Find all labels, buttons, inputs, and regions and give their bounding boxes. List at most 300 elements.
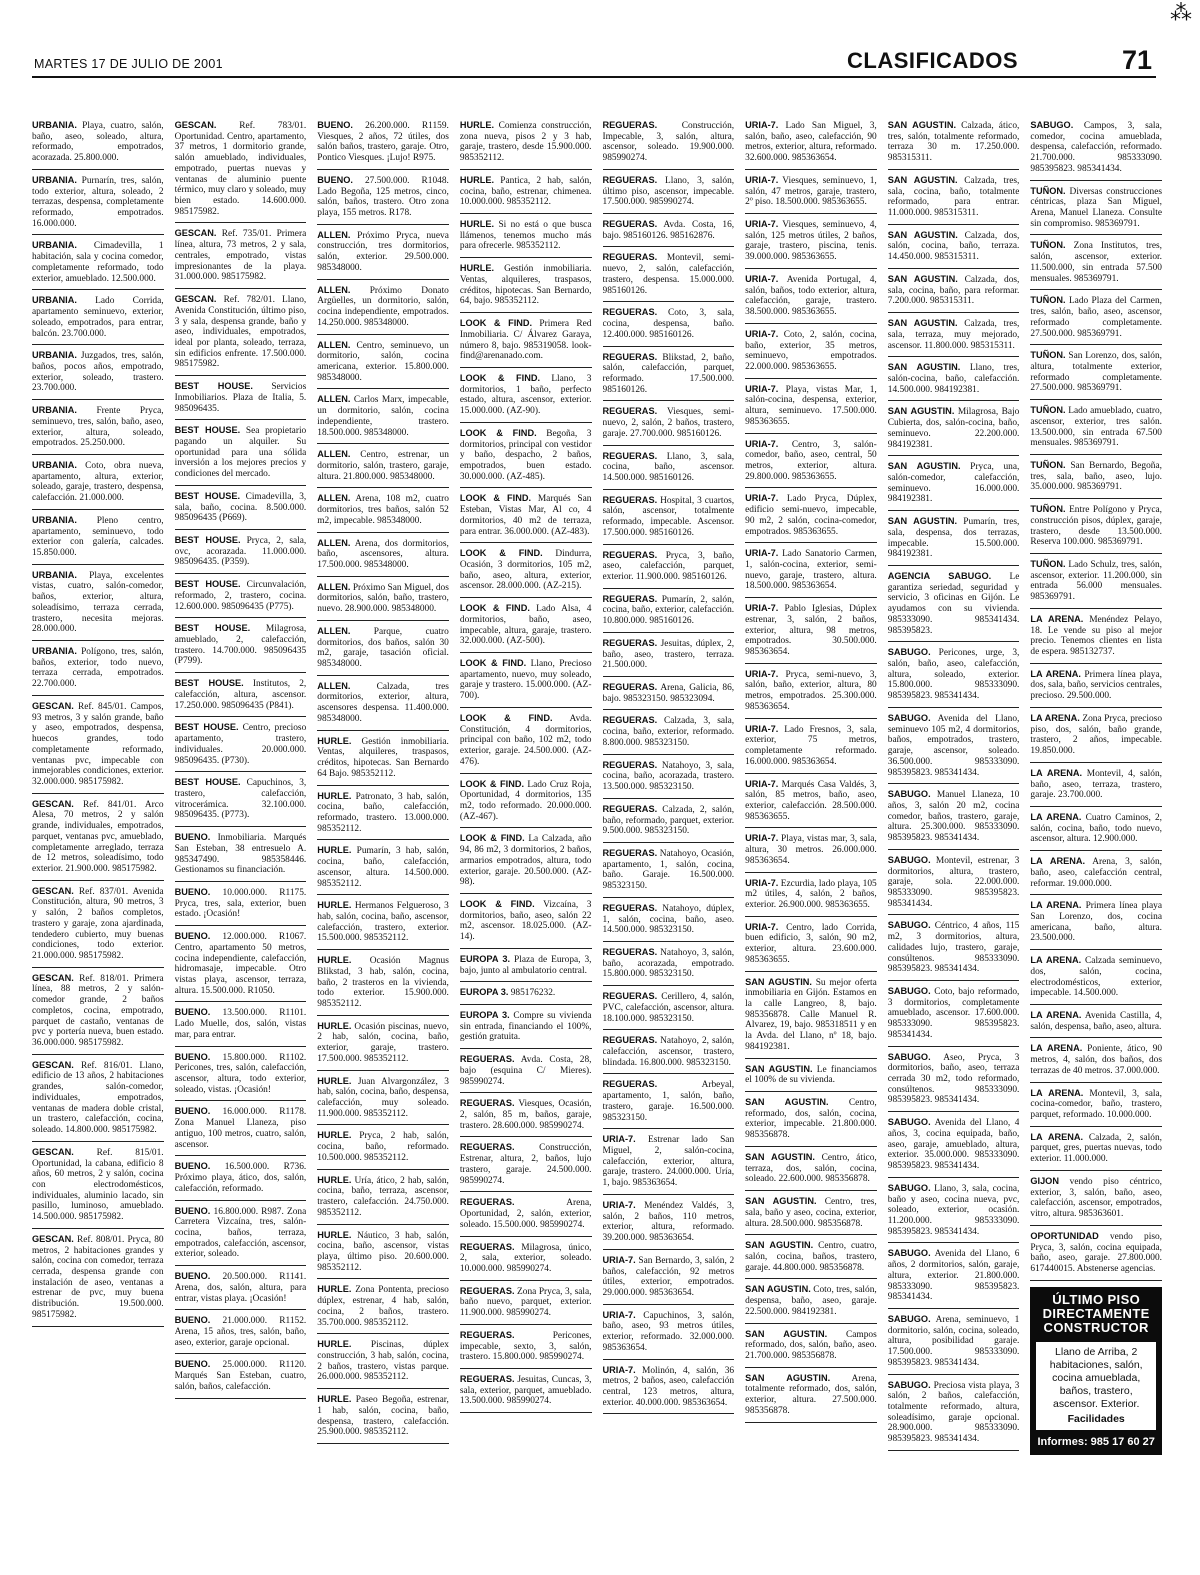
classified-ad	[317, 1392, 449, 1444]
classified-ad	[317, 283, 449, 335]
classified-ad	[603, 173, 735, 214]
ad-text: 16.500.000. R736. Próximo playa, ático, dos, salón, calefacción, reformado.	[174, 1162, 307, 1194]
classified-ad	[603, 901, 735, 942]
advertiser-name: EUROPA 3.	[459, 987, 509, 998]
ad-text: Capuchinos, 3, salón, baño, aseo, 93 metros útiles, exterior, reformado. 32.000.000. 985363654.	[602, 1310, 735, 1353]
advertiser-name: REGUERAS.	[602, 902, 658, 913]
ad-text: Llano, 3, salón, último piso, ascensor, impecable. 17.500.000. 985990274.	[602, 175, 735, 208]
classified-ad	[460, 316, 592, 368]
ad-text: Centro, tres, sala, baño y aseo, cocina, exterior, altura. 28.500.000. 985356878.	[745, 1197, 877, 1229]
classified-ad	[32, 458, 164, 510]
advertiser-name: LOOK & FIND.	[459, 548, 543, 559]
classified-ad	[1030, 612, 1162, 664]
advertiser-name: GESCAN.	[32, 1146, 74, 1157]
advertiser-name: URIA-7.	[602, 1199, 636, 1210]
classified-ad	[1030, 293, 1162, 345]
classified-ad	[175, 885, 307, 926]
ad-text: Preciosa vista playa, 3 salón, 2 baños, calefacción, totalmente reformado, altura, soleadísimo, garaje opcional. 28.900.000. 985333090. 985395823. 985341434.	[887, 1380, 1020, 1445]
classified-ad	[1030, 854, 1162, 895]
classified-ad	[1030, 898, 1162, 950]
classified-ad	[888, 173, 1020, 225]
ad-text: Ocasión Magnus Blikstad, 3 hab, salón, cocina, baño, 2 trasteros en la vivienda, todo exterior. 15.900.000. 985352112.	[317, 956, 449, 1009]
classified-ad	[175, 621, 307, 673]
ad-text: Pleno centro, apartamento, seminuevo, todo exterior con galería, calcades. 15.850.000.	[32, 515, 164, 558]
ad-text: Cimadevilla, 3, sala, baño, cocina. 8.500.000. 985096435 (P669).	[174, 491, 307, 524]
constructor-promo-box	[1030, 1287, 1162, 1455]
ad-text: Centro, ático, terraza, dos, salón, cocina, soleado. 22.600.000. 985356878.	[745, 1152, 877, 1185]
ad-text: Lado Fresnos, 3, sala, exterior, 75 metros, completamente reformado. 16.000.000. 985363654.	[745, 724, 877, 767]
classified-ad	[603, 802, 735, 843]
advertiser-name: BUENO.	[317, 120, 353, 130]
classified-ad	[317, 734, 449, 786]
classified-ad	[603, 1363, 735, 1415]
ad-text: Centro, lado Corrida, buen edificio, 3, salón, 90 m2, exterior, altura. 23.600.000. 985363655.	[745, 922, 877, 965]
ad-text: Montevil, 4, salón, baño, aseo, terraza, trastero, garaje. 23.700.000.	[1030, 768, 1162, 801]
classified-ad	[1030, 238, 1162, 290]
ad-text: Ref. 815/01. Oportunidad, la cabana, edificio 8 años, 60 metros, 2 y salón, cocina con electrodomésticos, individuales, aluminio lacado, sin pasillo, luminoso, amueblado. 14.500.000. 985175982.	[32, 1147, 164, 1223]
page-number: 71	[1121, 45, 1152, 75]
ad-text: Ezcurdia, lado playa, 105 m2 útiles, 4, salón, 2 baños, exterior. 26.900.000. 985363655.	[745, 878, 877, 910]
classified-ad	[32, 173, 164, 236]
ad-text: 13.500.000. R1101. Lado Muelle, dos, salón, vistas mar, para entrar.	[174, 1008, 307, 1040]
ad-text: Zona Pontenta, precioso dúplex, estrenar, 4 hab, salón, cocina, 2 baños, trastero. 35.700.000. 985352112.	[317, 1285, 449, 1328]
column-2	[175, 118, 307, 1558]
ad-text: Pumarín, 3 hab, salón, cocina, baño, calefacción, ascensor, altura. 14.500.000. 985352112.	[317, 846, 449, 889]
classified-ad	[32, 644, 164, 696]
classified-ad	[460, 656, 592, 708]
ad-text: Calzada, dos, salón, cocina, baño, terraza. 14.450.000. 985315311.	[887, 230, 1020, 263]
classified-ad	[317, 228, 449, 280]
ad-text: Coto, 2, salón, cocina, baño, exterior, 35 metros, seminuevo, empotrados. 22.000.000. 985363655.	[745, 329, 877, 372]
advertiser-name: LOOK & FIND.	[459, 778, 525, 789]
advertiser-name: URIA-7.	[745, 603, 779, 614]
advertiser-name: URIA-7.	[745, 219, 779, 230]
classified-ad	[1030, 953, 1162, 1005]
advertiser-name: SAN AGUSTIN.	[745, 1097, 829, 1108]
classified-ad	[175, 1313, 307, 1354]
advertiser-name: BEST HOUSE.	[174, 381, 253, 392]
ad-text: Viesques, seminuevo, 1, salón, 47 metros, garaje, trastero, 2º piso. 18.500.000. 985363655.	[745, 175, 877, 208]
advertiser-name: URBANIA.	[32, 240, 77, 251]
advertiser-name: HURLE.	[317, 1075, 352, 1086]
advertiser-name: URIA-7.	[745, 833, 779, 844]
ad-text: Campos reformado, dos, salón, baño, aseo. 21.700.000. 985356878.	[745, 1329, 877, 1361]
classified-ad	[603, 1132, 735, 1195]
advertiser-name: BUENO.	[174, 1051, 211, 1062]
ad-text: Milagrosa, amueblado, 2, calefacción, trastero. 14.700.000. 985096435 (P799).	[174, 624, 307, 667]
ad-text: Ref. 735/01. Primera línea, altura, 73 metros, 2 y sala, centrales, empotrado, vistas impresionantes de la playa. 31.000.000. 985175982.	[174, 229, 307, 283]
advertiser-name: REGUERAS.	[602, 759, 658, 770]
advertiser-name: SABUGO.	[887, 789, 931, 800]
ad-text: Coto, bajo reformado, 3 dormitorios, completamente amueblado, ascensor. 17.600.000. 985333090. 985395823. 985341434.	[887, 987, 1020, 1040]
ad-text: 25.000.000. R1120. Marqués San Esteban, cuatro, salón, baños, calefacción.	[174, 1360, 307, 1392]
advertiser-name: URIA-7.	[602, 1254, 636, 1265]
advertiser-name: SAN AGUSTIN.	[745, 1372, 831, 1383]
ad-text: Natahoyo, 3, salón, baño, acorazada, empotrado. 15.800.000. 985323150.	[602, 947, 735, 980]
advertiser-name: LA ARENA.	[1030, 900, 1082, 911]
classified-ad	[888, 272, 1020, 313]
advertiser-name: SABUGO.	[1030, 120, 1074, 130]
ad-text: Avenida Castilla, 4, salón, despensa, baño, aseo, altura.	[1030, 1011, 1162, 1032]
advertiser-name: BEST HOUSE.	[174, 777, 241, 788]
ad-text: Pantica, 2 hab, salón, cocina, baño, estrenar, chimenea. 10.000.000. 985352112.	[459, 175, 592, 208]
ad-text: Milagrosa, Bajo Cubierta, dos, salón-cocina, baño, seminuevo. 22.200.000. 984192381.	[887, 407, 1020, 450]
promo-body	[1036, 1342, 1156, 1431]
ad-text: Natahoyo, 2, salón, calefacción, ascensor, trastero, blindada. 16.800.000. 985323150.	[602, 1036, 735, 1068]
classified-ad	[1030, 184, 1162, 236]
ad-text: Poniente, ático, 90 metros, 4, salón, dos baños, dos terrazas de 40 metros. 37.000.000.	[1030, 1044, 1162, 1076]
advertiser-name: SAN AGUSTIN.	[745, 1284, 811, 1295]
classified-ad	[1030, 1086, 1162, 1127]
ad-text: Llano, Precioso apartamento, nuevo, muy soleado, garaje y trastero. 15.000.000. (AZ-700).	[459, 659, 592, 702]
column-5	[603, 118, 735, 1558]
ad-text: Marqués San Esteban, Vistas Mar, Al co, 4 dormitorios, 40 m2 de terraza, para entrar. 36.000.000. (AZ-483).	[459, 494, 592, 537]
ad-text: Arena, Oportunidad, 2, salón, exterior, soleado. 15.500.000. 985990274.	[459, 1198, 592, 1230]
ad-text: Playa, excelentes vistas, cuatro, salón-comedor, baños, exterior, altura, soleadísimo, terraza cerrada, trastero, necesita mejoras. 28.000.000.	[32, 570, 164, 635]
classified-ad	[317, 624, 449, 676]
advertiser-name: HURLE.	[317, 1130, 352, 1141]
ad-text: Próximo Pryca, nueva construcción, tres dormitorios, salón, exterior. 29.500.000. 985348000.	[317, 230, 449, 273]
advertiser-name: HURLE.	[317, 790, 352, 801]
advertiser-name: BEST HOUSE.	[174, 579, 241, 590]
ad-text: Zona Institutos, tres, salón, ascensor, exterior. 11.500.000, sin entrada 57.500 mensuales. 985369791.	[1030, 241, 1162, 284]
classified-ad	[317, 118, 449, 170]
advertiser-name: SAN AGUSTIN.	[887, 406, 955, 417]
classified-ad	[888, 228, 1020, 269]
classified-ad	[460, 1096, 592, 1137]
advertiser-name: LA ARENA.	[1030, 1131, 1084, 1142]
advertiser-name: REGUERAS.	[602, 1079, 658, 1090]
advertiser-name: OPORTUNIDAD	[1030, 1230, 1099, 1241]
ad-text: Diversas construcciones céntricas, plaza San Miguel, Arena, Manuel Llaneza. Consulte sin compromiso. 985369791.	[1030, 186, 1162, 229]
ad-text: Lado Pryca, Dúplex, edificio semi-nuevo, impecable, 90 m2, 2 salón, cocina-comedor, empotrados. 985363655.	[745, 494, 877, 537]
ad-text: Lado Plaza del Carmen, tres, salón, baño, aseo, ascensor, reformado completamente. 27.500.000. 985369791.	[1030, 296, 1162, 339]
classified-ad	[317, 536, 449, 577]
ad-text: Piscinas, dúplex construcción, 3 hab, salón, cocina, 2 baños, trastero, vistas parque. 26.000.000. 985352112.	[317, 1340, 449, 1383]
classified-ad	[317, 580, 449, 621]
ad-text: Céntrico, 4 años, 115 m2, 3 dormitorios, altura, calidades lujo, trastero, garaje, consúltenos. 985333090. 985395823. 985341434.	[887, 921, 1020, 975]
classified-ad	[745, 667, 877, 719]
ad-text: Pryca, una, salón-comedor, calefacción, seminuevo. 16.000.000. 984192381.	[887, 462, 1020, 505]
ad-text: Uría, ático, 2 hab, salón, cocina, baño, terraza, ascensor, trastero, calefacción. 24.750.000. 985352112.	[317, 1175, 449, 1218]
classified-ad	[745, 491, 877, 543]
classified-ad	[175, 533, 307, 574]
advertiser-name: BEST HOUSE.	[174, 722, 239, 733]
advertiser-name: ALLEN.	[317, 394, 351, 405]
ad-text: Calzada, tres, sala, terraza, muy mejorado, ascensor. 11.800.000. 985315311.	[887, 319, 1020, 351]
classified-ad	[460, 1328, 592, 1369]
advertiser-name: URIA-7.	[745, 493, 779, 504]
advertiser-name: BEST HOUSE.	[174, 535, 241, 545]
advertiser-name: REGUERAS.	[459, 1241, 515, 1252]
classified-ad	[603, 1308, 735, 1360]
advertiser-name: ALLEN.	[317, 229, 351, 240]
advertiser-name: URIA-7.	[745, 723, 779, 734]
ad-text: Zona Pryca, precioso piso, dos, salón, baño grande, trastero, 2 años, impecable. 19.850.000.	[1030, 713, 1162, 757]
advertiser-name: SAN AGUSTIN.	[745, 1328, 828, 1339]
classified-ad	[888, 360, 1020, 401]
ad-text: 27.500.000. R1048. Lado Begoña, 125 metros, cinco, salón, baños, trastero. Otro zona playa, 155 metros. R178.	[317, 175, 449, 219]
classified-ad	[745, 975, 877, 1059]
ad-text: Comienza construcción, zona nueva, pisos 2 y 3 hab, garaje, trastero, desde 15.900.000. 985352112.	[459, 121, 592, 164]
advertiser-name: HURLE.	[317, 1020, 352, 1031]
classified-ad	[175, 676, 307, 717]
advertiser-name: BEST HOUSE.	[174, 490, 241, 501]
ad-text: 985176232.	[510, 988, 556, 999]
advertiser-name: LOOK & FIND.	[459, 898, 535, 909]
classified-ad	[745, 1238, 877, 1279]
ad-text: Le garantiza seriedad, seguridad y servicio, 3 oficinas en Gijón. Le ayudamos con su vivienda. 985333090. 985341434. 985395823.	[887, 572, 1020, 636]
classified-ad	[317, 1282, 449, 1334]
ad-text: Lado amueblado, cuatro, ascensor, exterior, tres salón. 13.500.000, sin entrada 67.500 mensuales. 985369791.	[1030, 406, 1162, 449]
advertiser-name: TUÑON.	[1030, 559, 1066, 569]
advertiser-name: GESCAN.	[174, 228, 217, 239]
advertiser-name: ALLEN.	[317, 284, 351, 295]
classified-ad	[317, 1074, 449, 1126]
classified-ad	[603, 1253, 735, 1305]
classified-ad	[460, 711, 592, 774]
classified-ad	[1030, 348, 1162, 400]
classified-ad	[888, 787, 1020, 850]
advertiser-name: REGUERAS.	[459, 1373, 515, 1384]
classified-ad	[317, 491, 449, 532]
column-7	[888, 118, 1020, 1558]
classified-ad	[175, 226, 307, 289]
advertiser-name: BUENO.	[174, 832, 211, 843]
classified-ad	[745, 1095, 877, 1147]
ad-text: Milagrosa, único, 2, sala, exterior, soleado. 10.000.000. 985990274.	[459, 1242, 592, 1274]
advertiser-name: SABUGO.	[887, 712, 931, 723]
advertiser-name: SABUGO.	[887, 1379, 931, 1390]
classified-ad	[1030, 1229, 1162, 1281]
classified-ad	[603, 846, 735, 898]
advertiser-name: REGUERAS.	[602, 847, 658, 858]
advertiser-name: LA ARENA.	[1030, 811, 1082, 822]
advertiser-name: HURLE.	[317, 1229, 352, 1240]
classified-ad	[460, 985, 592, 1005]
classified-ad	[460, 1008, 592, 1049]
ad-text: Construcción, Estrenar, altura, 2, baños, lujo trastero, garaje. 24.500.000. 985990274.	[459, 1143, 592, 1186]
ad-text: Arena, 3, salón, baño, aseo, calefacción central, reformar. 19.000.000.	[1030, 857, 1162, 889]
advertiser-name: BUENO.	[174, 1007, 211, 1018]
ad-text: Molinón, 4, salón, 36 metros, 2 baños, aseo, calefacción central, 123 metros, altura, exterior. 40.000.000. 985363654.	[602, 1365, 735, 1408]
ad-text: Centro, estrenar, un dormitorio, salón, trastero, garaje, altura. 21.800.000. 985348000.	[317, 450, 449, 482]
ad-text: Montevil, estrenar, 3 dormitorios, altura, trastero, garaje, sola. 22.000.000. 985333090. 985395823. 985341434.	[887, 855, 1020, 909]
ad-text: Gestión inmobiliaria. Ventas, alquileres, traspasos, créditos, hipotecas. San Bernardo, 64, bajo. 985352112.	[459, 264, 592, 307]
classified-ad	[745, 831, 877, 872]
ad-text: Parque, cuatro dormitorios, dos baños, salón 30 m2, garaje, tasación oficial. 985348000.	[317, 626, 449, 670]
advertiser-name: LOOK & FIND.	[459, 318, 533, 329]
classified-ad	[175, 1005, 307, 1046]
ad-text: Carlos Marx, impecable, un dormitorio, salón, cocina independiente, trastero. 18.500.000. 985348000.	[317, 395, 449, 438]
advertiser-name: SAN AGUSTIN.	[887, 362, 961, 373]
classified-ad	[175, 118, 307, 223]
ad-text: Arena, Galicia, 86, bajo. 985323150. 985323094.	[602, 683, 735, 704]
ad-text: Calzada seminuevo, dos, salón, cocina, electrodomésticos, exterior, impecable. 14.500.000.	[1030, 956, 1162, 999]
advertiser-name: HURLE.	[459, 174, 495, 185]
ad-text: Próximo Donato Argüelles, un dormitorio, salón, cocina independiente, empotrados. 14.250.000. 985348000.	[317, 285, 449, 328]
advertiser-name: SABUGO.	[887, 1248, 931, 1259]
ad-text: Zona Pryca, 3, sala, baño nuevo, parquet, exterior. 11.900.000. 985990274.	[459, 1286, 592, 1319]
ad-text: Avenida del Llano, 6 años, 2 dormitorios, salón, garaje, altura, exterior. 21.800.000. 985333090. 985395823. 985341434.	[887, 1249, 1020, 1303]
classified-ad	[1030, 1041, 1162, 1082]
classified-ad	[603, 404, 735, 445]
classified-ad	[745, 173, 877, 214]
advertiser-name: LA ARENA.	[1030, 767, 1083, 778]
classified-ad	[745, 1150, 877, 1191]
ad-text: Paseo Begoña, estrenar, 1 hab, salón, cocina, baño, despensa, trastero, calefacción. 25.900.000. 985352112.	[317, 1395, 449, 1438]
advertiser-name: LA ARENA.	[1030, 1043, 1083, 1054]
advertiser-name: TUÑON.	[1030, 405, 1066, 416]
advertiser-name: LA ARENA.	[1030, 856, 1086, 867]
ad-text: Dindurra, Ocasión, 3 dormitorios, 105 m2, baño, aseo, altura, exterior, ascensor. 28.000.000. (AZ-215).	[459, 549, 592, 592]
ad-text: Polígono, tres, salón, baños, exterior, todo nuevo, terraza cerrada, empotrados. 22.700.000.	[32, 647, 164, 690]
advertiser-name: URBANIA.	[32, 459, 77, 470]
column-3	[317, 118, 449, 1558]
classified-ad	[745, 1194, 877, 1235]
classified-ad	[460, 1052, 592, 1093]
classified-ad	[32, 403, 164, 455]
advertiser-name: URIA-7.	[745, 668, 779, 679]
ad-text: Plaza de Europa, 3, bajo, junto al ambulatorio central.	[459, 954, 592, 976]
ad-text: Avenida del Llano, 4 años, 3, cocina equipada, baño, aseo, garaje, amueblado, altura, exterior. 35.000.000. 985333090. 985395823. 985341434.	[887, 1118, 1020, 1172]
advertiser-name: HURLE.	[459, 263, 495, 274]
advertiser-name: REGUERAS.	[602, 1035, 658, 1046]
promo-phone: Informes: 985 17 60 27	[1037, 1436, 1155, 1449]
classified-ad	[175, 1104, 307, 1156]
ad-text: Capuchinos, 3, trastero, calefacción, vitrocerámica. 32.100.000. 985096435. (P773).	[174, 778, 307, 821]
advertiser-name: SAN AGUSTIN.	[887, 318, 958, 329]
ad-text: Le financiamos el 100% de su vivienda.	[745, 1064, 877, 1086]
ad-text: Llano, 3, sala, cocina, baño, ascensor. 14.500.000. 985160126.	[602, 451, 735, 483]
ad-text: 15.800.000. R1102. Pericones, tres, salón, calefacción, ascensor, altura, todo exterior, soleado, vistas. ¡Ocasión!	[174, 1052, 307, 1095]
classified-ad	[317, 338, 449, 390]
classified-ad	[460, 777, 592, 829]
advertiser-name: TUÑON.	[1030, 185, 1066, 196]
advertiser-name: LOOK & FIND.	[459, 493, 532, 504]
classified-ad	[603, 548, 735, 589]
ad-text: Primera línea playa, dos, sala, baño, servicios centrales, precioso. 29.500.000.	[1030, 669, 1162, 702]
advertiser-name: HURLE.	[317, 1394, 352, 1405]
ad-text: Calzada, tres dormitorios, exterior, altura, ascensores despensa. 11.400.000. 985348000.	[317, 681, 449, 724]
advertiser-name: ALLEN.	[317, 581, 351, 592]
advertiser-name: GESCAN.	[32, 798, 74, 809]
classified-ad	[175, 489, 307, 530]
advertiser-name: URIA-7.	[745, 328, 779, 339]
advertiser-name: REGUERAS.	[459, 1285, 515, 1296]
advertiser-name: URIA-7.	[602, 1364, 636, 1375]
ad-text: Circunvalación, reformado, 2, trastero, cocina. 12.600.000. 985096435 (P775).	[174, 580, 307, 612]
advertiser-name: SAN AGUSTIN.	[745, 976, 812, 987]
classified-ad	[1030, 711, 1162, 763]
ad-text: Arbeyal, apartamento, 1, salón, baño, trastero, garaje. 16.500.000. 985323150.	[602, 1080, 735, 1123]
issue-date: MARTES 17 DE JULIO DE 2001	[34, 57, 223, 71]
ad-text: Llano, tres, salón-cocina, baño, calefacción. 14.500.000. 984192381.	[887, 363, 1020, 395]
classified-ad	[888, 645, 1020, 708]
advertiser-name: URIA-7.	[745, 273, 779, 284]
advertiser-name: TUÑON.	[1030, 504, 1066, 515]
classified-ad	[745, 272, 877, 324]
advertiser-name: REGUERAS.	[602, 991, 658, 1002]
classified-ad	[32, 1232, 164, 1327]
ad-text: Manuel Llaneza, 10 años, 3, salón 20 m2, cocina comedor, baños, trastero, garaje, altura. 25.300.000. 985333090. 985395823. 985341434.	[887, 790, 1020, 844]
advertiser-name: LOOK & FIND.	[459, 603, 530, 614]
advertiser-name: URBANIA.	[32, 514, 77, 525]
advertiser-name: URIA-7.	[745, 877, 779, 888]
classified-ad	[32, 797, 164, 881]
advertiser-name: URBANIA.	[32, 646, 77, 657]
advertiser-name: SABUGO.	[887, 1313, 931, 1324]
advertiser-name: SABUGO.	[887, 1117, 931, 1128]
advertiser-name: SABUGO.	[887, 647, 931, 658]
advertiser-name: URBANIA.	[32, 350, 77, 361]
ad-text: Begoña, 3 dormitorios, principal con vestidor y baño, despacho, 2 baños, empotrados, buen estado. 30.000.000. (AZ-485).	[459, 428, 592, 482]
classified-ad	[460, 261, 592, 313]
ad-text: Avenida del Llano, seminuevo 105 m2, 4 dormitorios, baños, empotrados, trastero, garaje, ascensor, soleado. 36.500.000. 985333090. 985395823. 985341434.	[887, 713, 1020, 778]
ad-text: 16.800.000. R987. Zona Carretera Vizcaína, tres, salón-cocina, baños, terraza, empotrados, calefacción, ascensor, exterior, soleado.	[174, 1206, 307, 1260]
ad-text: 21.000.000. R1152. Arena, 15 años, tres, salón, baño, aseo, exterior, garaje opcional.	[174, 1316, 307, 1348]
classified-ad	[1030, 667, 1162, 708]
classified-ad	[1030, 1174, 1162, 1226]
advertiser-name: REGUERAS.	[602, 593, 658, 604]
ad-text: Hermanos Felgueroso, 3 hab, salón, cocina, baño, ascensor, calefacción, trastero, exterior. 15.500.000. 985352112.	[317, 901, 449, 944]
classified-ad	[888, 118, 1020, 170]
classified-ad	[175, 1357, 307, 1398]
ad-text: Frente Pryca, seminuevo, tres, salón, baño, aseo, exterior, altura, soleado, empotrados. 25.250.000.	[32, 406, 164, 449]
advertiser-name: LA ARENA.	[1030, 712, 1080, 723]
classified-ad	[32, 884, 164, 968]
advertiser-name: BUENO.	[174, 886, 211, 897]
advertiser-name: REGUERAS.	[602, 450, 658, 461]
column-4	[460, 118, 592, 1558]
classified-ad	[745, 437, 877, 489]
section-title: CLASIFICADOS	[847, 48, 1018, 73]
ad-text: Pablo Iglesias, Dúplex estrenar, 3, salón, 2 baños, exterior, altura, 98 metros, empotrados. 30.500.000. 985363654.	[745, 604, 877, 658]
ad-text: Servicios Inmobiliarios. Plaza de Italia, 5. 985096435.	[174, 382, 307, 414]
ad-text: Calzada, dos, sala, cocina, baño, para reformar. 7.200.000. 985315311.	[887, 274, 1020, 307]
classified-ad	[603, 250, 735, 302]
advertiser-name: HURLE.	[317, 845, 352, 856]
classified-ad	[1030, 458, 1162, 499]
classified-ad	[317, 789, 449, 841]
ad-text: Centro, reformado, dos, salón, cocina, exterior, impecable. 21.800.000. 985356878.	[745, 1098, 877, 1141]
classified-ad	[317, 953, 449, 1016]
ad-text: Playa, cuatro, salón, baño, aseo, soleado, altura, reformado, empotrados, acorazada. 25.800.000.	[32, 121, 164, 164]
classified-ad	[745, 1062, 877, 1092]
advertiser-name: SAN AGUSTIN.	[745, 1240, 814, 1251]
advertiser-name: SABUGO.	[887, 1051, 931, 1062]
advertiser-name: HURLE.	[317, 900, 352, 911]
advertiser-name: HURLE.	[317, 735, 352, 746]
advertiser-name: REGUERAS.	[602, 549, 658, 560]
ad-text: Centro, 3, salón-comedor, baño, aseo, central, 50 metros, exterior, altura. 29.800.000. 985363655.	[745, 439, 877, 482]
advertiser-name: TUÑON.	[1030, 240, 1066, 251]
advertiser-name: ALLEN.	[317, 537, 351, 548]
ad-text: Blikstad, 2, baño, salón, calefacción, parquet, reformado. 17.500.000. 985160126.	[602, 352, 735, 395]
classified-ad	[460, 491, 592, 543]
classified-ad	[317, 898, 449, 950]
classified-ad	[460, 601, 592, 653]
advertiser-name: LA ARENA.	[1030, 955, 1082, 966]
advertiser-name: HURLE.	[317, 1284, 352, 1295]
advertiser-name: GESCAN.	[32, 885, 74, 896]
ad-text: Patronato, 3 hab, salón, cocina, baño, calefacción, reformado, trastero. 13.000.000. 985352112.	[317, 791, 449, 834]
advertiser-name: REGUERAS.	[602, 494, 658, 505]
ad-text: Montevil, 3, sala, cocina-comedor, baño, trastero, parquet, reformado. 10.000.000.	[1030, 1088, 1162, 1121]
classified-ad	[888, 316, 1020, 357]
ad-text: Ref. 816/01. Llano, edificio de 13 años, 2 habitaciones grandes, salón-comedor, individuales, empotrados, ventanas de madera doble cristal, un trastero, calefacción, cocina, soleado. 14.800.000. 985175982.	[32, 1060, 164, 1136]
ad-text: Arena, totalmente reformado, dos, salón, exterior, altura. 27.500.000. 985356878.	[745, 1373, 877, 1416]
